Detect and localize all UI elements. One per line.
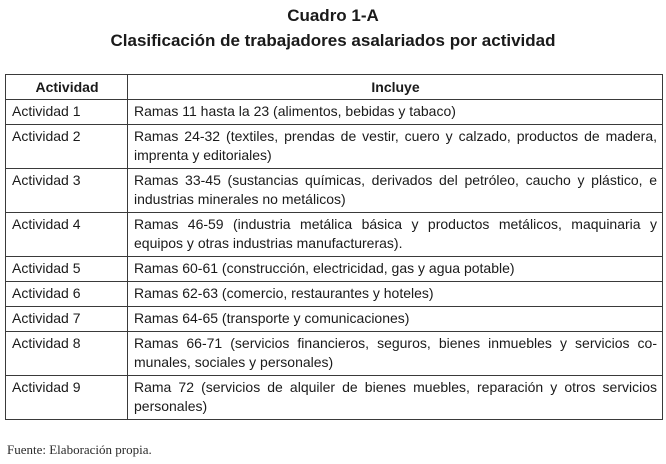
cell-actividad: Actividad 4: [6, 213, 128, 257]
table-number: Cuadro 1-A: [287, 6, 379, 25]
header-incluye: Incluye: [128, 75, 663, 100]
cell-incluye: Ramas 66-71 (servicios financieros, seguros, bienes inmuebles y servicios comunales, sociales y personales): [128, 332, 663, 376]
cell-actividad: Actividad 9: [6, 376, 128, 420]
cell-incluye: Rama 72 (servicios de alquiler de bienes muebles, reparación y otros servicios personales): [128, 376, 663, 420]
source-note: Fuente: Elaboración propia.: [7, 442, 152, 457]
cell-incluye: Ramas 62-63 (comercio, restaurantes y hoteles): [128, 282, 663, 307]
cell-incluye: Ramas 33-45 (sustancias químicas, derivados del petróleo, caucho y plástico, e industrias minerales no metálicos): [128, 169, 663, 213]
table-row: [6, 332, 663, 376]
table-title: Clasificación de trabajadores asalariados por actividad: [110, 31, 556, 50]
cell-incluye: Ramas 11 hasta la 23 (alimentos, bebidas y tabaco): [128, 100, 663, 125]
cell-incluye: Ramas 24-32 (textiles, prendas de vestir, cuero y calzado, productos de madera, imprenta y editoriales): [128, 125, 663, 169]
table-row: [6, 282, 663, 307]
cell-actividad: Actividad 1: [6, 100, 128, 125]
table-row: [6, 257, 663, 282]
table-row: [6, 125, 663, 169]
header-row: [6, 75, 663, 100]
cell-actividad: Actividad 7: [6, 307, 128, 332]
table-row: [6, 307, 663, 332]
cell-incluye: Ramas 60-61 (construcción, electricidad, gas y agua potable): [128, 257, 663, 282]
cell-incluye: Ramas 46-59 (industria metálica básica y productos metálicos, maquinaria y equipos y otras industrias manufactureras).: [128, 213, 663, 257]
table-row: [6, 376, 663, 420]
cell-actividad: Actividad 2: [6, 125, 128, 169]
classification-table: [5, 74, 663, 420]
cell-actividad: Actividad 6: [6, 282, 128, 307]
cell-actividad: Actividad 3: [6, 169, 128, 213]
cell-actividad: Actividad 5: [6, 257, 128, 282]
cell-actividad: Actividad 8: [6, 332, 128, 376]
table-row: [6, 100, 663, 125]
table-row: [6, 213, 663, 257]
header-actividad: Actividad: [6, 75, 128, 100]
table-row: [6, 169, 663, 213]
cell-incluye: Ramas 64-65 (transporte y comunicaciones): [128, 307, 663, 332]
